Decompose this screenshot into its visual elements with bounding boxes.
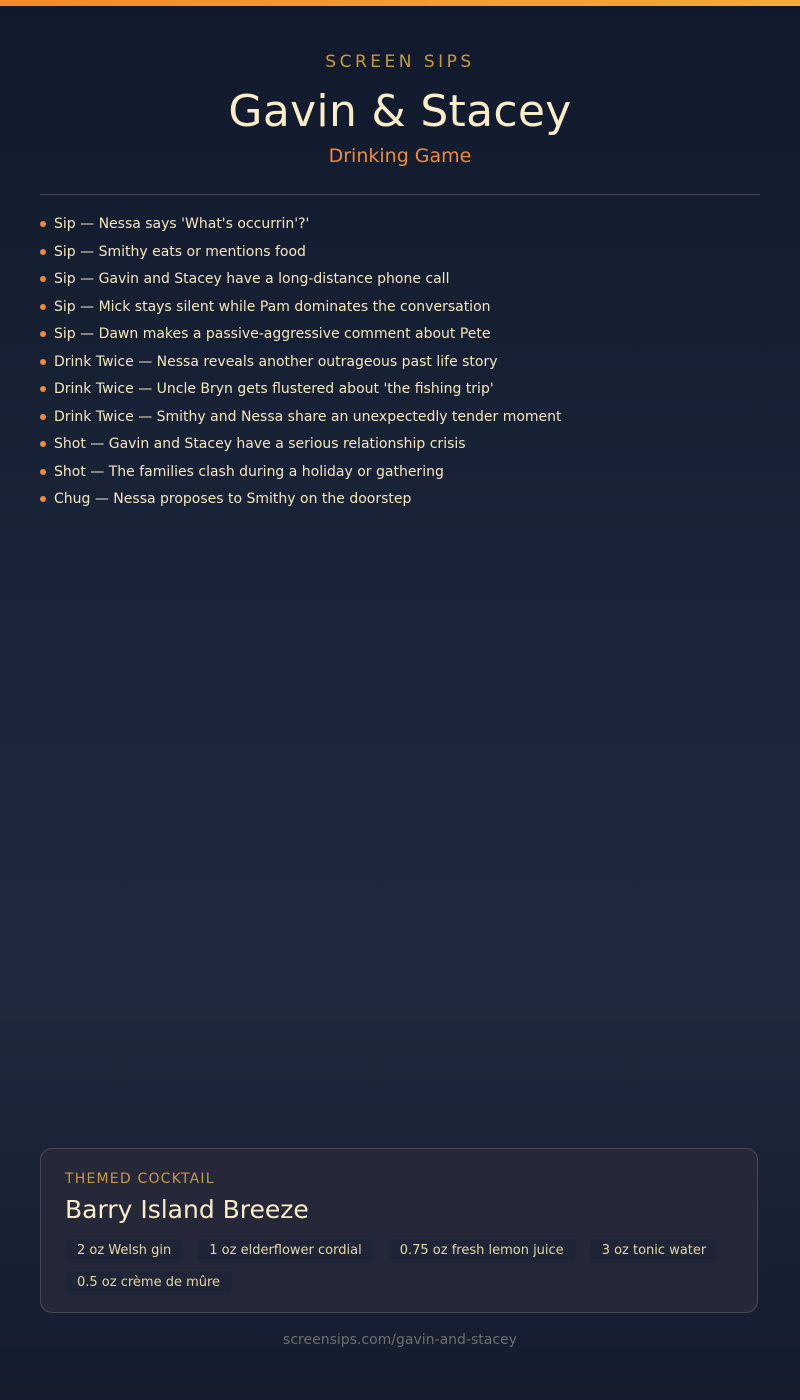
rule-text: Sip — Nessa says 'What's occurrin'?' <box>54 216 310 232</box>
ingredient-chip: 0.5 oz crème de mûre <box>65 1271 232 1295</box>
rule-item <box>40 323 760 351</box>
rule-text: Shot — Gavin and Stacey have a serious relationship crisis <box>54 436 466 452</box>
rules-list <box>40 213 760 516</box>
rule-text: Sip — Dawn makes a passive-aggressive comment about Pete <box>54 326 491 342</box>
rule-item <box>40 433 760 461</box>
bullet-icon <box>40 441 46 447</box>
ingredient-chip: 2 oz Welsh gin <box>65 1239 183 1263</box>
footer-url: screensips.com/gavin-and-stacey <box>283 1332 517 1348</box>
rule-item <box>40 351 760 379</box>
rule-item <box>40 378 760 406</box>
rule-text: Drink Twice — Smithy and Nessa share an unexpectedly tender moment <box>54 408 562 425</box>
rule-text: Drink Twice — Uncle Bryn gets flustered about 'the fishing trip' <box>54 381 494 397</box>
rule-item <box>40 296 760 324</box>
cocktail-name: Barry Island Breeze <box>65 1195 309 1224</box>
rule-text: Drink Twice — Nessa reveals another outrageous past life story <box>54 353 498 370</box>
rule-text: Sip — Gavin and Stacey have a long-distance phone call <box>54 271 450 287</box>
brand-label: SCREEN SIPS <box>325 52 475 72</box>
bullet-icon <box>40 496 46 502</box>
bullet-icon <box>40 386 46 392</box>
top-accent-bar <box>0 0 800 6</box>
bullet-icon <box>40 359 46 365</box>
rule-item <box>40 268 760 296</box>
rule-item <box>40 241 760 269</box>
bullet-icon <box>40 249 46 255</box>
ingredient-chip: 0.75 oz fresh lemon juice <box>388 1239 576 1263</box>
page-subtitle: Drinking Game <box>328 145 472 167</box>
ingredient-chip: 1 oz elderflower cordial <box>197 1239 373 1263</box>
bullet-icon <box>40 469 46 475</box>
bullet-icon <box>40 331 46 337</box>
header-divider <box>40 194 760 195</box>
rule-text: Sip — Smithy eats or mentions food <box>54 243 306 260</box>
bullet-icon <box>40 276 46 282</box>
rule-text: Shot — The families clash during a holiday or gathering <box>54 463 444 480</box>
rule-item <box>40 406 760 434</box>
rule-item <box>40 461 760 489</box>
rule-text: Sip — Mick stays silent while Pam dominates the conversation <box>54 298 491 315</box>
ingredient-chip: 3 oz tonic water <box>590 1239 719 1263</box>
bullet-icon <box>40 414 46 420</box>
page-title: Gavin & Stacey <box>228 86 572 137</box>
ingredient-list <box>65 1239 735 1295</box>
themed-cocktail-card <box>40 1148 758 1313</box>
bullet-icon <box>40 304 46 310</box>
rule-item <box>40 213 760 241</box>
bullet-icon <box>40 221 46 227</box>
rule-item <box>40 488 760 516</box>
cocktail-kicker: THEMED COCKTAIL <box>65 1171 215 1187</box>
rule-text: Chug — Nessa proposes to Smithy on the doorstep <box>54 491 412 507</box>
